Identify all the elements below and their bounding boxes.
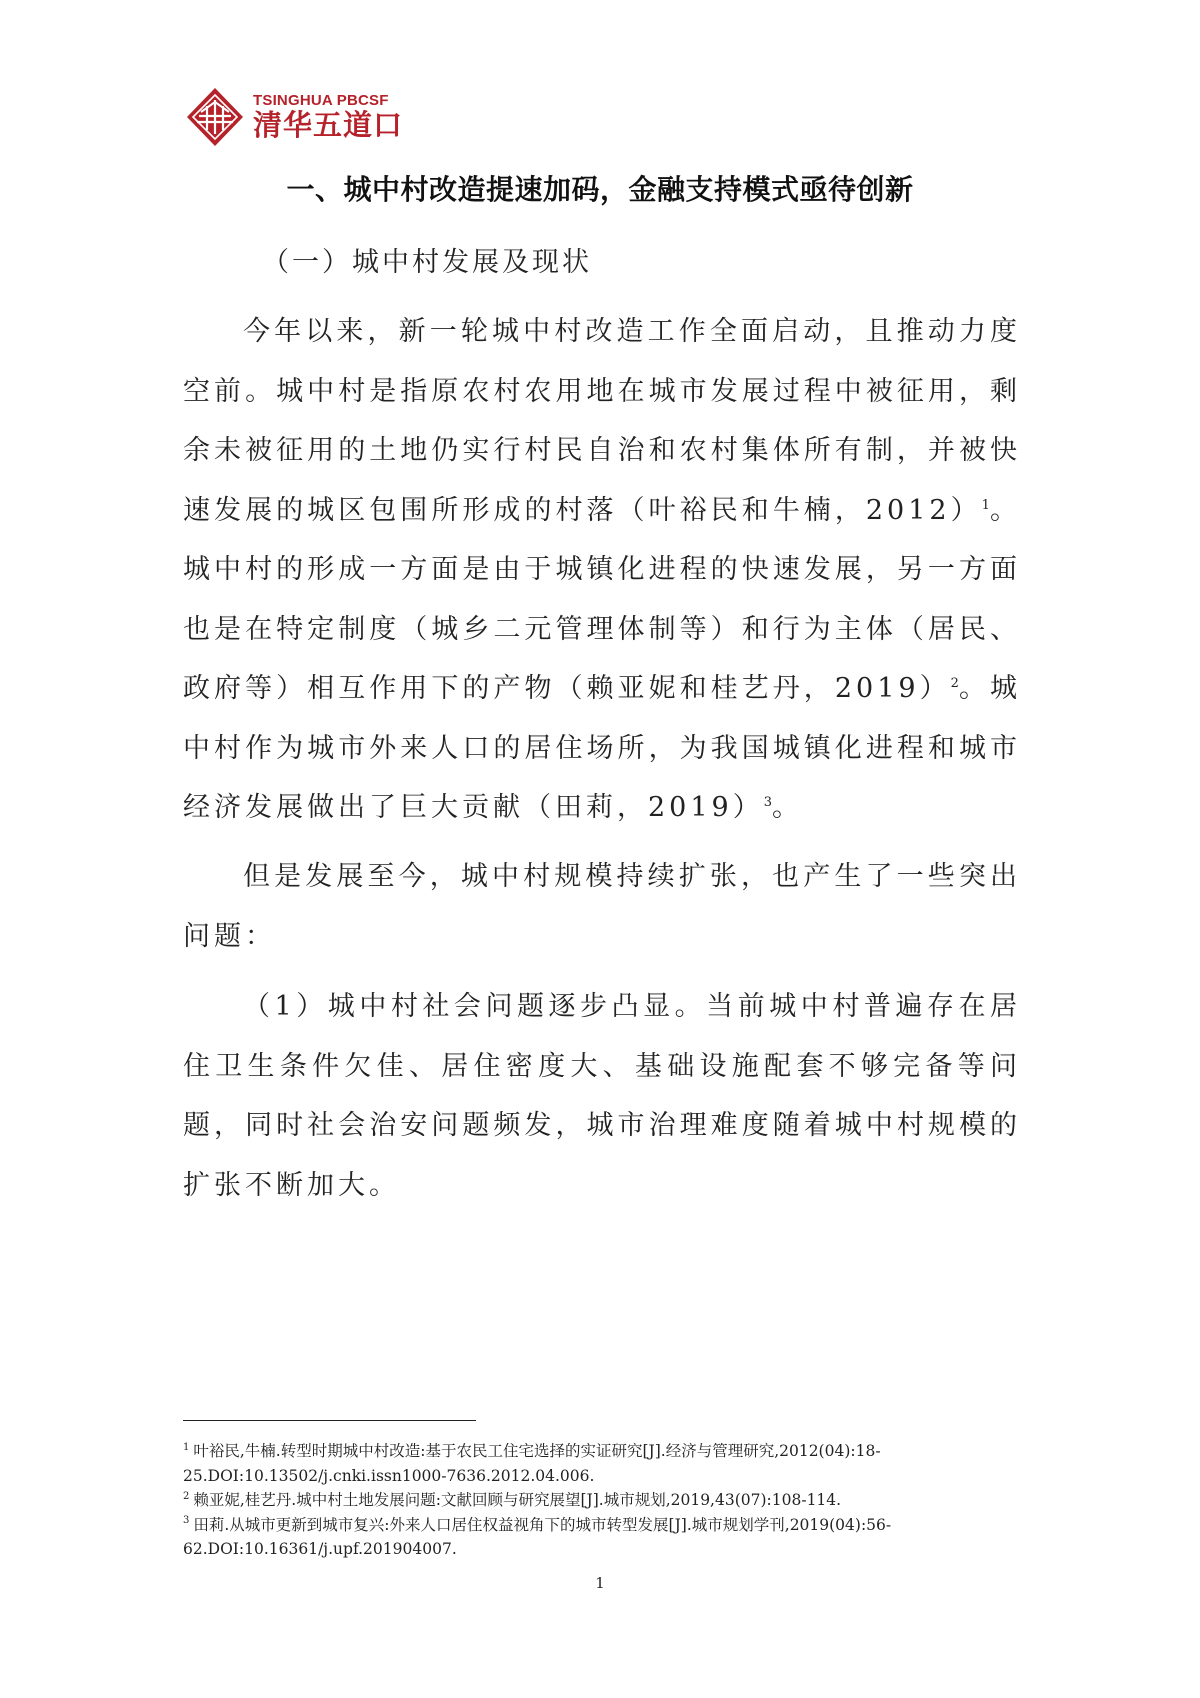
footnote-text: 赖亚妮,桂艺丹.城中村土地发展问题:文献回顾与研究展望[J].城市规划,2019,43(07):108-114. [193, 1491, 842, 1509]
tsinghua-pbcsf-logo-icon [185, 86, 245, 148]
logo-text [253, 93, 403, 141]
footnote-3 [183, 1513, 1023, 1562]
footnote-text: 叶裕民,牛楠.转型时期城中村改造:基于农民工住宅选择的实证研究[J].经济与管理研究,2012(04):18-25.DOI:10.13502/j.cnki.issn1000-7636.2012.04.006. [183, 1442, 881, 1485]
paragraph-intro-text-2: 。城中村的形成一方面是由于城镇化进程的快速发展，另一方面也是在特定制度（城乡二元管理体制等）和行为主体（居民、政府等）相互作用下的产物（赖亚妮和桂艺丹，2019） [183, 494, 1021, 704]
paragraph-intro [183, 302, 1021, 838]
footnote-text: 田莉.从城市更新到城市复兴:外来人口居住权益视角下的城市转型发展[J].城市规划学刊,2019(04):56-62.DOI:10.16361/j.upf.201904007. [183, 1515, 892, 1558]
footnotes [183, 1439, 1023, 1562]
footnote-mark: 2 [183, 1490, 190, 1502]
subsection-title: （一）城中村发展及现状 [262, 247, 592, 278]
footnote-ref-2: 2 [950, 676, 959, 691]
paragraph-social-issues: （1）城中村社会问题逐步凸显。当前城中村普遍存在居住卫生条件欠佳、居住密度大、基础设施配套不够完备等问题，同时社会治安问题频发，城市治理难度随着城中村规模的扩张不断加大。 [183, 991, 1021, 1201]
footnote-2 [183, 1488, 1023, 1513]
footnote-1 [183, 1439, 1023, 1488]
paragraph-intro-text-1: 今年以来，新一轮城中村改造工作全面启动，且推动力度空前。城中村是指原农村农用地在城市发展过程中被征用，剩余未被征用的土地仍实行村民自治和农村集体所有制，并被快速发展的城区包围所形成的村落（叶裕民和牛楠，2012） [183, 316, 1021, 526]
page-number: 1 [595, 1574, 605, 1592]
footnote-ref-3: 3 [763, 795, 772, 810]
footnote-ref-1: 1 [981, 497, 990, 513]
paragraph-problems-intro: 但是发展至今，城中村规模持续扩张，也产生了一些突出问题： [183, 861, 1021, 952]
paragraph-intro-text-3: 。城中村作为城市外来人口的居住场所，为我国城镇化进程和城市经济发展做出了巨大贡献（田莉，2019） [183, 673, 1022, 823]
logo-chinese: 清华五道口 [253, 108, 404, 142]
page-header [185, 86, 403, 148]
logo-english: TSINGHUA PBCSF [253, 92, 389, 109]
section-title: 一、城中村改造提速加码，金融支持模式亟待创新 [286, 173, 914, 206]
footnote-divider [183, 1420, 476, 1421]
footnote-mark: 3 [183, 1515, 190, 1527]
footnote-mark: 1 [183, 1441, 190, 1453]
paragraph-intro-text-4: 。 [772, 792, 803, 823]
